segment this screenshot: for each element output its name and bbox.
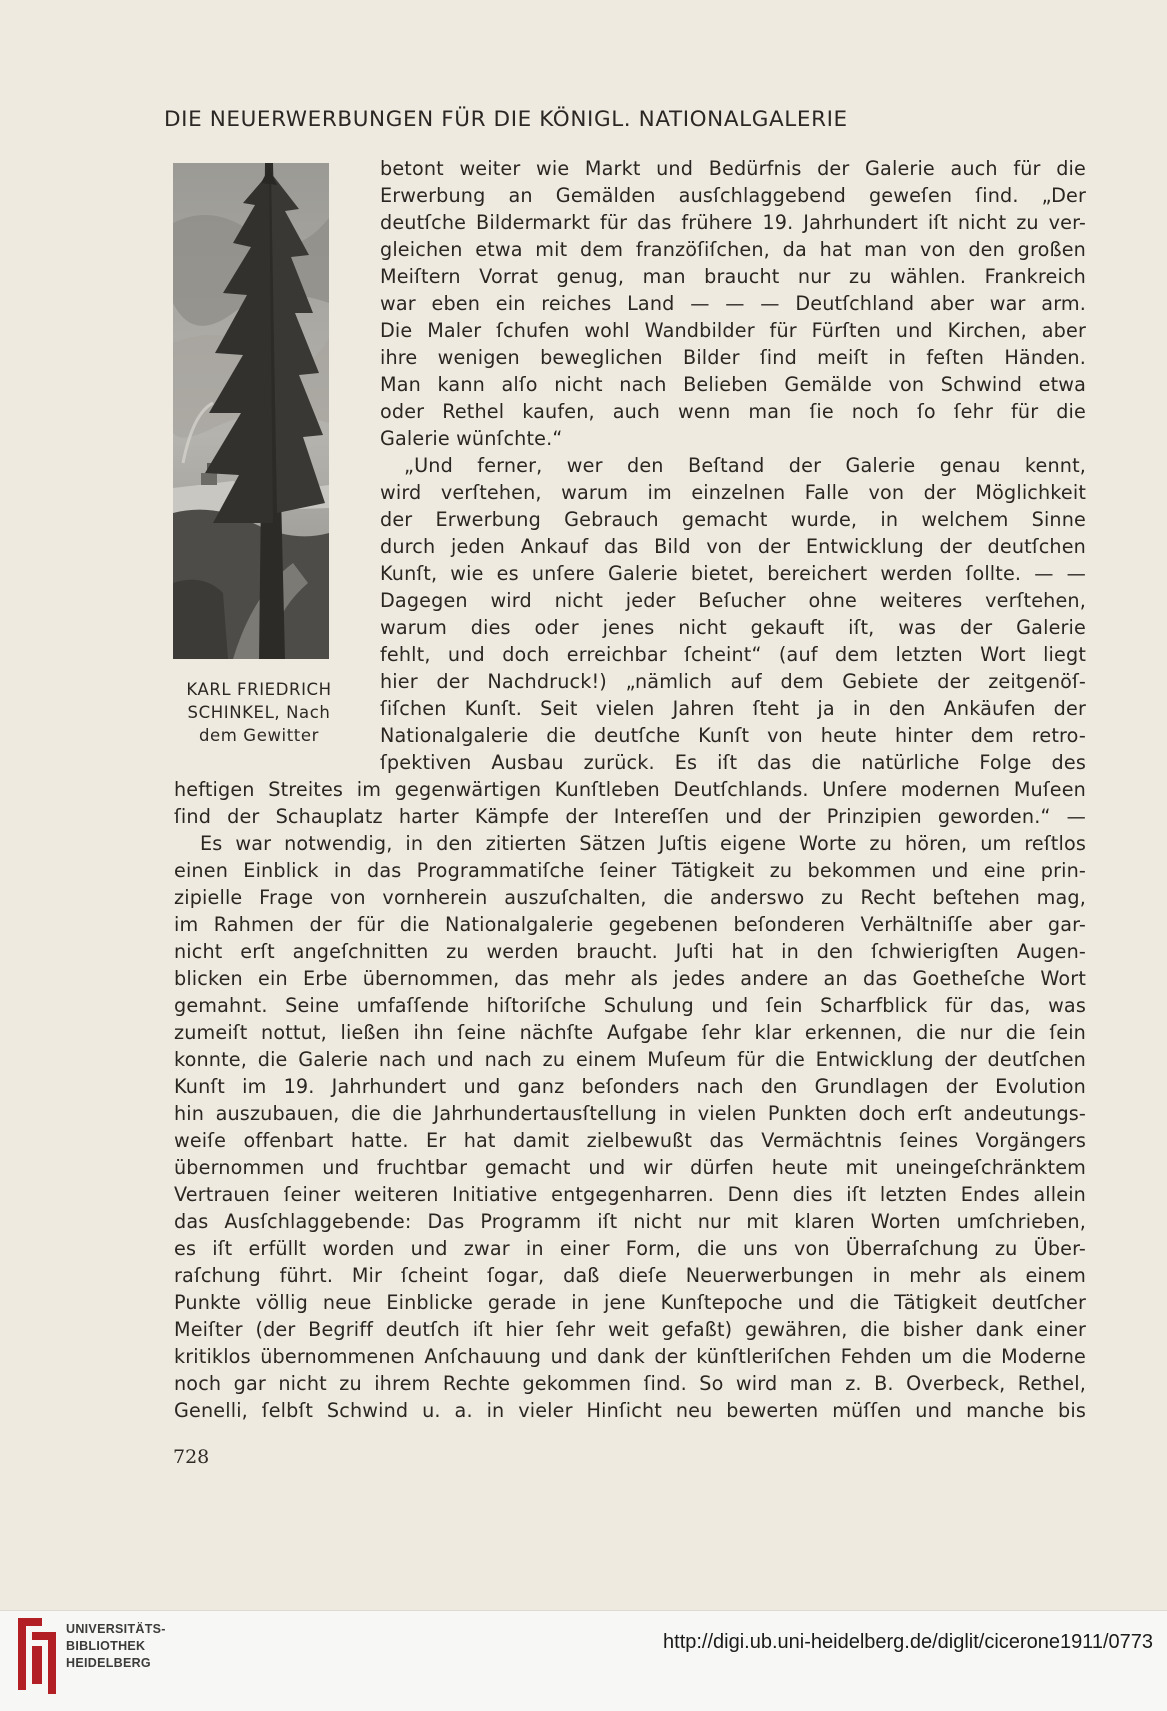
body-line: Genelli, ſelbſt Schwind u. a. in vieler Hinſicht neu bewerten müſſen und manche bis — [174, 1399, 1086, 1422]
body-line: deutſche Bildermarkt für das frühere 19. Jahrhundert iſt nicht zu ver- — [380, 211, 1086, 234]
body-line: Punkte völlig neue Einblicke gerade in jene Kunſtepoche und die Tätigkeit deutſcher — [174, 1291, 1086, 1314]
body-line: kritiklos übernommenen Anſchauung und dank der künſtleriſchen Fehden um die Moderne — [174, 1345, 1086, 1368]
figure-caption — [164, 678, 354, 747]
body-line: Erwerbung an Gemälden ausſchlaggebend geweſen ſind. „Der — [380, 184, 1086, 207]
body-line: Es war notwendig, in den zitierten Sätzen Juſtis eigene Worte zu hören, um reſtlos — [200, 832, 1086, 855]
illustration-image — [173, 163, 329, 659]
body-line: Galerie wünſchte.“ — [380, 427, 563, 450]
body-line: betont weiter wie Markt und Bedürfnis der Galerie auch für die — [380, 157, 1086, 180]
body-line: blicken ein Erbe übernommen, das mehr als jedes andere an das Goetheſche Wort — [174, 967, 1086, 990]
body-line: hin auszubauen, die die Jahrhundertausſtellung in vielen Punkten doch erſt andeutungs- — [174, 1102, 1086, 1125]
body-line: Vertrauen ſeiner weiteren Initiative entgegenharren. Denn dies iſt letzten Endes allein — [174, 1183, 1086, 1206]
body-line: zipielle Frage von vornherein auszuſchalten, die anderswo zu Recht beſtehen mag, — [174, 886, 1086, 909]
body-line: durch jeden Ankauf das Bild von der Entwicklung der deutſchen — [380, 535, 1086, 558]
body-line: ſind der Schauplatz harter Kämpfe der Intereſſen und der Prinzipien geworden.“ — — [174, 805, 1086, 828]
permalink-url[interactable]: http://digi.ub.uni-heidelberg.de/diglit/cicerone1911/0773 — [663, 1631, 1153, 1653]
body-line: ſpektiven Ausbau zurück. Es iſt das die natürliche Folge des — [380, 751, 1086, 774]
caption-title-line: dem Gewitter — [198, 726, 320, 745]
body-line: „Und ferner, wer den Beſtand der Galerie genau kennt, — [404, 454, 1086, 477]
body-line: fehlt, und doch erreichbar ſcheint“ (auf dem letzten Wort liegt — [380, 643, 1086, 666]
viewer-footer — [0, 1610, 1167, 1711]
body-line: gleichen etwa mit dem franzöſiſchen, da hat man von den großen — [380, 238, 1086, 261]
body-line: das Ausſchlaggebende: Das Programm iſt nicht nur mit klaren Worten umſchrieben, — [174, 1210, 1086, 1233]
body-line: nicht erſt angeſchnitten zu werden braucht. Juſti hat in den ſchwierigſten Augen- — [174, 940, 1086, 963]
caption-artist-line: KARL FRIEDRICH — [186, 680, 332, 699]
university-library-logo-icon — [12, 1614, 62, 1698]
body-line: Kunſt im 19. Jahrhundert und ganz beſonders nach den Grundlagen der Evolution — [174, 1075, 1086, 1098]
body-line: noch gar nicht zu ihrem Rechte gekommen ſind. So wird man z. B. Overbeck, Rethel, — [174, 1372, 1086, 1395]
body-line: ſiſchen Kunſt. Seit vielen Jahren ſteht ja in den Ankäufen der — [380, 697, 1086, 720]
body-line: Kunſt, wie es unſere Galerie bietet, bereichert werden ſollte. — — — [380, 562, 1086, 585]
library-name — [66, 1621, 166, 1672]
library-name-line: BIBLIOTHEK — [66, 1639, 146, 1653]
body-line: konnte, die Galerie nach und nach zu einem Muſeum für die Entwicklung der deutſchen — [174, 1048, 1086, 1071]
body-line: war eben ein reiches Land — — — Deutſchland aber war arm. — [380, 292, 1086, 315]
running-title: DIE NEUERWERBUNGEN FÜR DIE KÖNIGL. NATIONALGALERIE — [164, 107, 848, 132]
body-line: ihre wenigen beweglichen Bilder ſind meiſt in feſten Händen. — [380, 346, 1086, 369]
body-line: weiſe offenbart hatte. Er hat damit zielbewußt das Vermächtnis ſeines Vorgängers — [174, 1129, 1086, 1152]
page-number: 728 — [173, 1446, 210, 1468]
body-line: Nationalgalerie die deutſche Kunſt von heute hinter dem retro- — [380, 724, 1086, 747]
illustration-landscape-tree — [173, 163, 329, 659]
body-line: Man kann alſo nicht nach Belieben Gemälde von Schwind etwa — [380, 373, 1086, 396]
body-line: hier der Nachdruck!) „nämlich auf dem Gebiete der zeitgenöſ- — [380, 670, 1086, 693]
body-line: übernommen und fruchtbar gemacht und wir dürfen heute mit uneingeſchränktem — [174, 1156, 1086, 1179]
body-line: im Rahmen der für die Nationalgalerie gegebenen beſonderen Verhältniſſe aber gar- — [174, 913, 1086, 936]
library-name-line: UNIVERSITÄTS- — [66, 1622, 166, 1636]
body-line: der Erwerbung Gebrauch gemacht wurde, in welchem Sinne — [380, 508, 1086, 531]
body-line: Dagegen wird nicht jeder Beſucher ohne weiteres verſtehen, — [380, 589, 1086, 612]
body-line: Die Maler ſchufen wohl Wandbilder für Fürſten und Kirchen, aber — [380, 319, 1086, 342]
body-line: Meiſter (der Begriff deutſch iſt hier ſehr weit gefaßt) gewähren, die bisher dank einer — [174, 1318, 1086, 1341]
body-line: warum dies oder jenes nicht gekauft iſt, was der Galerie — [380, 616, 1086, 639]
caption-name-line: SCHINKEL, Nach — [187, 703, 331, 722]
body-line: es iſt erfüllt worden und zwar in einer Form, die uns von Überraſchung zu Über- — [174, 1237, 1086, 1260]
body-line: gemahnt. Seine umfaſſende hiſtoriſche Schulung und ſein Scharfblick für das, was — [174, 994, 1086, 1017]
body-line: raſchung führt. Mir ſcheint ſogar, daß dieſe Neuerwerbungen in mehr als einem — [174, 1264, 1086, 1287]
body-line: einen Einblick in das Programmatiſche ſeiner Tätigkeit zu bekommen und eine prin- — [174, 859, 1086, 882]
library-name-line: HEIDELBERG — [66, 1656, 151, 1670]
body-line: wird verſtehen, warum im einzelnen Falle von der Möglichkeit — [380, 481, 1086, 504]
body-line: oder Rethel kaufen, auch wenn man ſie noch ſo ſehr für die — [380, 400, 1086, 423]
body-line: zumeiſt nottut, ließen ihn ſeine nächſte Aufgabe ſehr klar erkennen, die nur die ſein — [174, 1021, 1086, 1044]
body-line: Meiſtern Vorrat genug, man braucht nur zu wählen. Frankreich — [380, 265, 1086, 288]
body-line: heftigen Streites im gegenwärtigen Kunſtleben Deutſchlands. Unſere modernen Muſeen — [174, 778, 1086, 801]
